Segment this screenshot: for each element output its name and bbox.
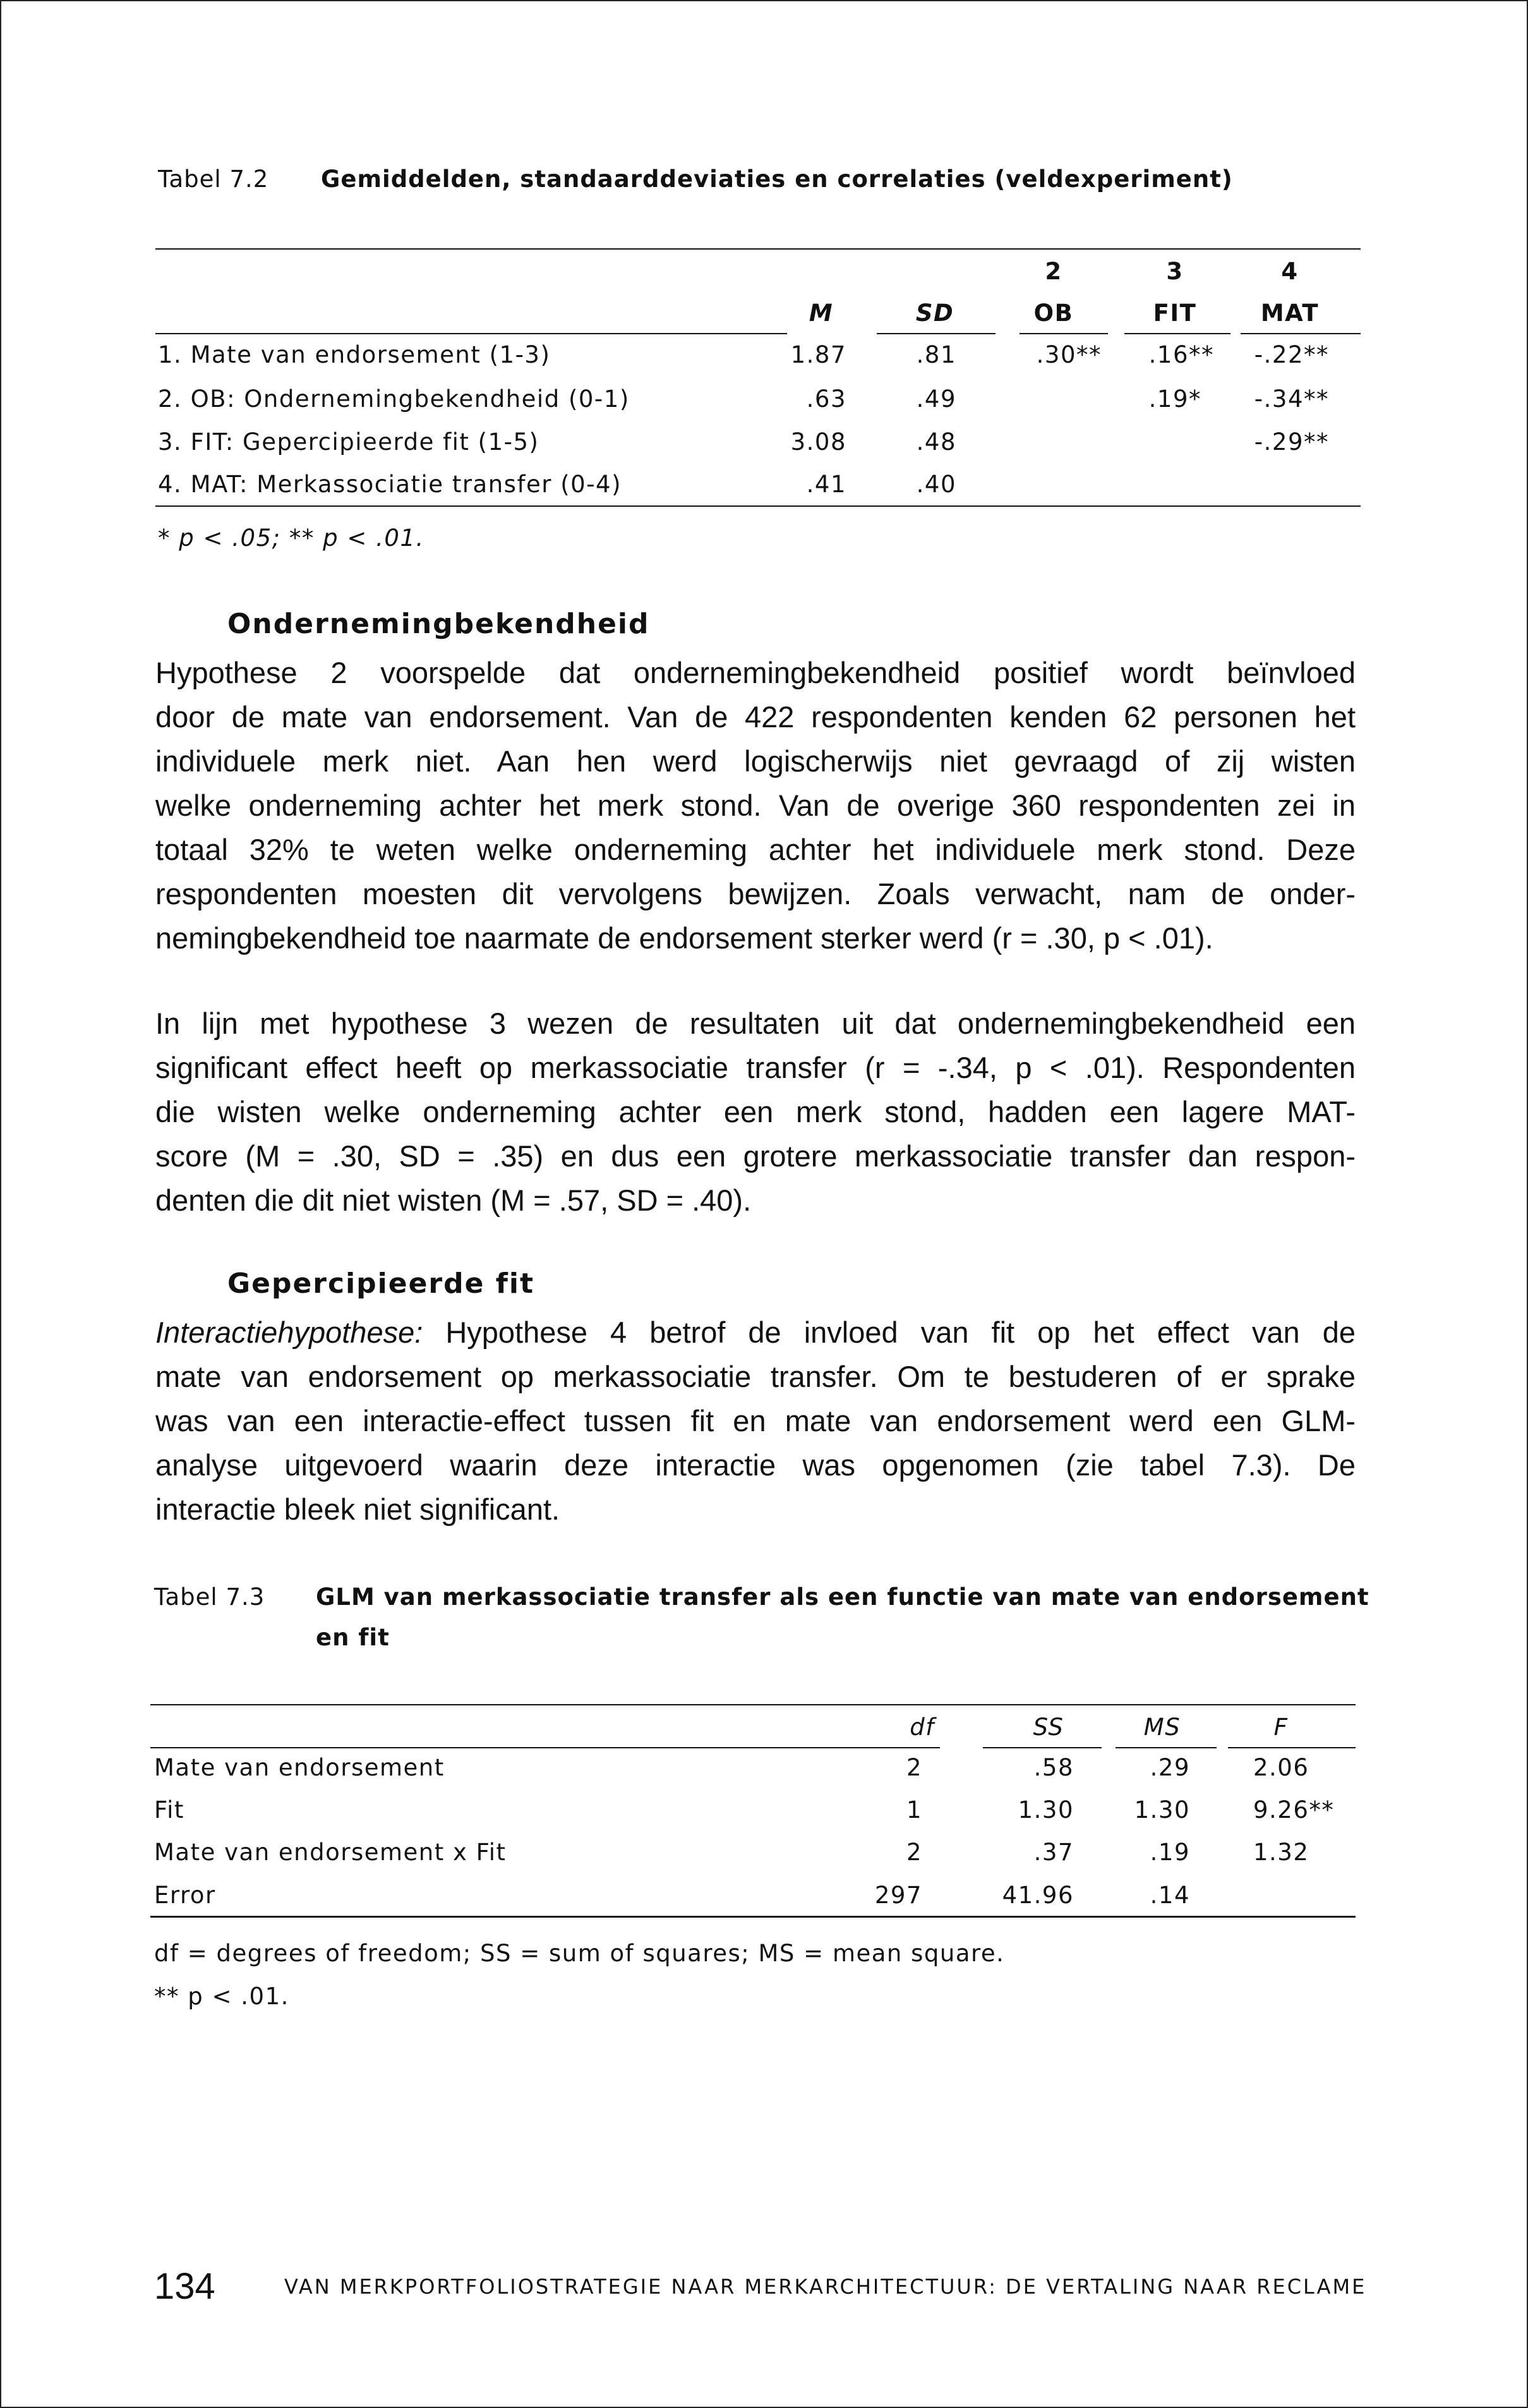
table1-row-label: 2. OB: Ondernemingbekendheid (0-1) xyxy=(158,385,630,413)
table2-cell-ss: 41.96 xyxy=(1002,1882,1074,1909)
table1-cell-fit: .19* xyxy=(1148,385,1201,413)
table1-cell-m: 1.87 xyxy=(790,341,846,368)
table1-cell-fit: .16** xyxy=(1148,341,1214,368)
paragraph-lead: Interactiehypothese: xyxy=(155,1316,423,1349)
table1-top-rule xyxy=(155,248,1361,250)
table2-cell-f: 2.06 xyxy=(1253,1754,1309,1781)
table2-note-significance: ** p < .01. xyxy=(154,1983,289,2010)
table2-cell-ss: 1.30 xyxy=(1018,1796,1074,1824)
table2-cell-ms: .29 xyxy=(1150,1754,1190,1781)
table1-col-fit: FIT xyxy=(1153,299,1197,327)
table1-cell-sd: .81 xyxy=(916,341,956,368)
table2-cell-df: 1 xyxy=(906,1796,922,1824)
page-number: 134 xyxy=(154,2266,215,2307)
table1-note: * p < .05; ** p < .01. xyxy=(158,524,424,552)
paragraph-line: mate van endorsement op merkassociatie transfer. Om te bestuderen of er sprake xyxy=(155,1360,1356,1393)
table1-cell-mat: -.34** xyxy=(1254,385,1329,413)
table1-cell-m: .63 xyxy=(806,385,846,413)
paragraph-line: interactie bleek niet significant. xyxy=(155,1492,560,1526)
paragraph-line: totaal 32% te weten welke onderneming achter het individuele merk stond. Deze xyxy=(155,833,1356,866)
table2-title-line2: en fit xyxy=(316,1624,390,1651)
table2-ms-underline xyxy=(1116,1747,1217,1748)
table2-col-ss: SS xyxy=(1033,1714,1064,1741)
running-head: VAN MERKPORTFOLIOSTRATEGIE NAAR MERKARCHITECTUUR: DE VERTALING NAAR RECLAME xyxy=(284,2275,1367,2299)
table2-cell-ss: .58 xyxy=(1033,1754,1074,1781)
table2-cell-df: 2 xyxy=(906,1754,922,1781)
table1-cell-mat: -.29** xyxy=(1254,428,1329,456)
table1-label: Tabel 7.2 xyxy=(158,166,269,193)
table2-df-underline xyxy=(857,1747,926,1748)
table1-cell-sd: .40 xyxy=(916,471,956,498)
paragraph-line: respondenten moesten dit vervolgens bewijzen. Zoals verwacht, nam de onder- xyxy=(155,877,1356,911)
table2-title-line1: GLM van merkassociatie transfer als een functie van mate van endorsement xyxy=(316,1583,1369,1611)
table1-cell-m: 3.08 xyxy=(790,428,846,456)
paragraph-line: denten die dit niet wisten (M = .57, SD = .40). xyxy=(155,1183,752,1217)
table1-cell-sd: .48 xyxy=(916,428,956,456)
table2-cell-f: 9.26** xyxy=(1253,1796,1335,1824)
paragraph-line: die wisten welke onderneming achter een merk stond, hadden een lagere MAT- xyxy=(155,1095,1356,1128)
paragraph-line: nemingbekendheid toe naarmate de endorsement sterker werd (r = .30, p < .01). xyxy=(155,921,1213,955)
paragraph-line-rest: Hypothese 4 betrof de invloed van fit op het effect van de xyxy=(445,1316,1356,1349)
table1-colnum-4: 4 xyxy=(1281,258,1299,285)
table2-col-f: F xyxy=(1273,1714,1289,1741)
table1-fit-underline xyxy=(1124,333,1230,334)
table2-ss-underline xyxy=(983,1747,1102,1748)
table1-row-label: 4. MAT: Merkassociatie transfer (0-4) xyxy=(158,471,622,498)
paragraph-line: significant effect heeft op merkassociatie transfer (r = -.34, p < .01). Respondenten xyxy=(155,1051,1356,1084)
table2-cell-ss: .37 xyxy=(1033,1839,1074,1866)
table2-cell-df: 297 xyxy=(874,1882,922,1909)
table1-colnum-3: 3 xyxy=(1166,258,1184,285)
table1-bottom-rule xyxy=(155,505,1361,507)
table1-cell-mat: -.22** xyxy=(1254,341,1329,368)
table2-row-label: Fit xyxy=(154,1796,184,1824)
table2-row-label: Mate van endorsement xyxy=(154,1754,445,1781)
table1-ob-underline xyxy=(1020,333,1108,334)
table1-col-sd: SD xyxy=(915,299,954,327)
paragraph-line: In lijn met hypothese 3 wezen de resultaten uit dat ondernemingbekendheid een xyxy=(155,1007,1356,1040)
table2-cell-df: 2 xyxy=(906,1839,922,1866)
table2-cell-ms: 1.30 xyxy=(1134,1796,1190,1824)
table1-row-label: 3. FIT: Gepercipieerde fit (1-5) xyxy=(158,428,539,456)
table1-col-ob: OB xyxy=(1033,299,1074,327)
paragraph-line: analyse uitgevoerd waarin deze interactie was opgenomen (zie tabel 7.3). De xyxy=(155,1448,1356,1482)
table1-colnum-2: 2 xyxy=(1045,258,1062,285)
paragraph-line: score (M = .30, SD = .35) en dus een grotere merkassociatie transfer dan respon- xyxy=(155,1139,1356,1173)
table2-label-underline xyxy=(150,1747,940,1748)
table2-cell-ms: .19 xyxy=(1150,1839,1190,1866)
table2-row-label: Mate van endorsement x Fit xyxy=(154,1839,507,1866)
table1-col-mat: MAT xyxy=(1260,299,1320,327)
paragraph-line: welke onderneming achter het merk stond. Van de overige 360 respondenten zei in xyxy=(155,789,1356,822)
table2-bottom-rule xyxy=(150,1916,1356,1918)
table2-note-abbreviations: df = degrees of freedom; SS = sum of squares; MS = mean square. xyxy=(154,1940,1005,1967)
table1-label-underline xyxy=(155,333,787,334)
table2-cell-f: 1.32 xyxy=(1253,1839,1309,1866)
paragraph-hypothese-3 xyxy=(155,1001,1356,1223)
paragraph-line: individuele merk niet. Aan hen werd logischerwijs niet gevraagd of zij wisten xyxy=(155,744,1356,778)
paragraph-line: door de mate van endorsement. Van de 422 respondenten kenden 62 personen het xyxy=(155,700,1356,734)
table1-row-label: 1. Mate van endorsement (1-3) xyxy=(158,341,551,368)
section-heading-ondernemingbekendheid: Ondernemingbekendheid xyxy=(227,608,650,640)
table2-cell-ms: .14 xyxy=(1150,1882,1190,1909)
paragraph-line: was van een interactie-effect tussen fit en mate van endorsement werd een GLM- xyxy=(155,1404,1356,1437)
table2-row-label: Error xyxy=(154,1882,216,1909)
section-heading-gepercipieerde-fit: Gepercipieerde fit xyxy=(227,1268,535,1300)
paragraph-line xyxy=(155,1310,1356,1355)
table2-col-ms: MS xyxy=(1143,1714,1181,1741)
table1-mat-underline xyxy=(1241,333,1361,334)
table2-f-underline xyxy=(1228,1747,1356,1748)
paragraph-ondernemingbekendheid xyxy=(155,651,1356,960)
table1-sd-underline xyxy=(877,333,996,334)
table1-cell-ob: .30** xyxy=(1036,341,1102,368)
table1-cell-m: .41 xyxy=(806,471,846,498)
table1-title: Gemiddelden, standaarddeviaties en correlaties (veldexperiment) xyxy=(321,166,1233,193)
table1-col-m: M xyxy=(809,299,834,327)
paragraph-line: Hypothese 2 voorspelde dat ondernemingbekendheid positief wordt beïnvloed xyxy=(155,656,1356,689)
table2-col-df: df xyxy=(910,1714,935,1741)
table2-label: Tabel 7.3 xyxy=(154,1583,265,1611)
paragraph-gepercipieerde-fit xyxy=(155,1310,1356,1532)
table1-cell-sd: .49 xyxy=(916,385,956,413)
table2-top-rule xyxy=(150,1704,1356,1705)
